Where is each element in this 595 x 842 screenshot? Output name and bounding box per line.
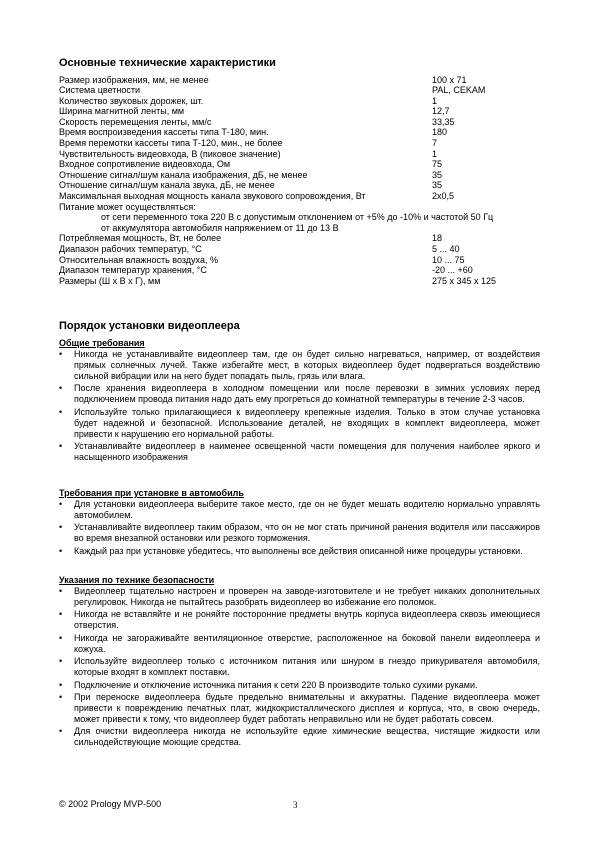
spec-row [59, 75, 539, 86]
specs-table [59, 75, 539, 287]
spec-label: Диапазон рабочих температур, °С [59, 244, 202, 254]
install-title: Порядок установки видеоплеера [59, 320, 240, 332]
list-item [59, 726, 540, 748]
general-requirements-section [59, 338, 540, 464]
spec-value: PAL, CEKAM [432, 85, 486, 96]
list-item-text: Устанавливайте видеоплеер таким образом, что он не мог стать причиной ранения водителя или пассажиров во время внезапной остановки или резкого торможения. [74, 522, 540, 544]
spec-value: 2x0,5 [432, 191, 455, 202]
spec-label: Относительная влажность воздуха, % [59, 254, 218, 265]
spec-label: Время воспроизведения кассеты типа Т-180, мин. [59, 127, 269, 138]
list-item-text: Видеоплеер тщательно настроен и проверен на заводе-изготовителе и не требует никаких дополнительных регулировок. Никогда не пытайтесь разобрать видеоплеер во избежание его поломок. [74, 586, 540, 607]
car-installation-list [59, 499, 540, 557]
spec-label: Отношение сигнал/шум канала звука, дБ, не менее [59, 180, 275, 191]
list-item-text: Для установки видеоплеера выберите такое место, где он не будет мешать водителю нормально управлять автомобилем. [74, 499, 540, 520]
spec-row [59, 265, 539, 276]
spec-value: 75 [432, 159, 443, 170]
spec-row [59, 127, 539, 138]
spec-label: Количество звуковых дорожек, шт. [59, 95, 204, 106]
list-item-text: Используйте видеоплеер только с источником питания или шнуром в гнездо прикуривателя автомобиля, которые входят в комплект поставки. [74, 656, 540, 678]
spec-label: Питание может осуществляться: [59, 201, 196, 212]
power-option: от аккумулятора автомобиля напряжением от 11 до 13 В [101, 222, 339, 233]
list-item [59, 633, 540, 655]
spec-value: 180 [432, 127, 448, 138]
page-number: 3 [293, 800, 298, 810]
bullet-icon: • [59, 609, 63, 620]
car-installation-heading: Требования при установке в автомобиль [59, 488, 244, 498]
spec-label: Скорость перемещения ленты, мм/с [59, 116, 212, 127]
bullet-icon: • [59, 522, 63, 533]
spec-value: 35 [432, 169, 443, 180]
spec-value: 18 [432, 233, 443, 244]
spec-row [59, 85, 539, 96]
list-item-text: Устанавливайте видеоплеер в наименее освещенной части помещения для получения наиболее яркого и насыщенного изображения [74, 441, 540, 462]
spec-label: Максимальная выходная мощность канала звукового сопровождения, Вт [59, 191, 366, 202]
spec-value: 35 [432, 180, 443, 191]
bullet-icon: • [59, 545, 63, 556]
list-item [59, 656, 540, 678]
list-item [59, 586, 540, 608]
spec-label: Система цветности [59, 85, 141, 96]
list-item-text: Используйте только прилагающиеся к видеоплееру крепежные изделия. Только в этом случае установка будет надежной и безопасной. Использование деталей, не входящих в комплект видеоплеера, может привести к нарушению его нормальной работы. [74, 406, 540, 439]
bullet-icon: • [59, 656, 63, 667]
spec-row [59, 96, 539, 107]
spec-label: Размер изображения, мм, не менее [59, 74, 209, 85]
bullet-icon: • [59, 632, 63, 643]
bullet-icon: • [59, 406, 63, 417]
spec-row [59, 202, 539, 213]
power-option: от сети переменного тока 220 В с допустимым отклонением от +5% до -10% и частотой 50 Гц [101, 212, 494, 223]
list-item-text: Подключение и отключение источника питания к сети 220 В производите только сухими руками. [74, 679, 478, 690]
general-requirements-heading: Общие требования [59, 338, 145, 348]
list-item [59, 441, 540, 463]
car-installation-section [59, 488, 540, 558]
list-item-text: Никогда не вставляйте и не роняйте посторонние предметы внутрь корпуса видеоплеера сквозь имеющиеся отверстия. [74, 609, 540, 631]
bullet-icon: • [59, 679, 63, 690]
list-item [59, 499, 540, 521]
spec-value: 33,35 [432, 116, 455, 127]
spec-value: 5 ... 40 [432, 244, 460, 254]
spec-value: 7 [432, 138, 438, 149]
list-item [59, 692, 540, 725]
spec-value: -20 ... +60 [432, 265, 473, 276]
spec-value: 275 x 345 x 125 [432, 275, 497, 286]
spec-label: Ширина магнитной ленты, мм [59, 106, 185, 117]
bullet-icon: • [59, 726, 63, 737]
spec-label: Потребляемая мощность, Вт, не более [59, 233, 222, 244]
list-item-text: Никогда не загораживайте вентиляционное отверстие, расположенное на боковой панели видеоплеера и кожуха. [74, 632, 540, 654]
list-item [59, 349, 540, 382]
bullet-icon: • [59, 441, 63, 452]
safety-heading: Указания по технике безопасности [59, 575, 215, 585]
spec-label: Время перемотки кассеты типа Т-120, мин., не более [59, 138, 283, 149]
spec-label: Диапазон температур хранения, °С [59, 265, 207, 276]
list-item-text: Никогда не устанавливайте видеоплеер там, где он будет сильно нагреваться, например, от воздействия прямых солнечных лучей. Также избегайте мест, в которых видеоплеер будет подвергаться воздействию сильной вибрации или на него будет попадать пыль, грязь или влага. [74, 349, 540, 381]
list-item [59, 680, 540, 691]
bullet-icon: • [59, 383, 63, 394]
bullet-icon: • [59, 586, 63, 596]
spec-row [59, 191, 539, 202]
safety-list [59, 586, 540, 748]
spec-value: 100 x 71 [432, 74, 467, 85]
general-requirements-list [59, 349, 540, 463]
list-item [59, 546, 540, 557]
spec-row [59, 244, 539, 255]
spec-row [59, 180, 539, 191]
spec-label: Размеры (Ш х В х Г), мм [59, 275, 161, 286]
spec-row [59, 149, 539, 160]
spec-row [59, 106, 539, 117]
spec-row [59, 117, 539, 128]
list-item-text: При переноске видеоплеера будьте предельно внимательны и аккуратны. Падение видеоплеера может привести к повреждению печатных плат, жидкокристаллического дисплея и корпуса, что, в свою очередь, может привести к тому, что видеоплеер будет работать неправильно или не будет работать совсем. [74, 692, 540, 724]
specs-title: Основные технические характеристики [59, 57, 276, 69]
spec-row [59, 233, 539, 244]
list-item [59, 609, 540, 631]
bullet-icon: • [59, 499, 63, 509]
spec-value: 12,7 [432, 106, 450, 117]
spec-label: Чувствительность видеовхода, В (пиковое значение) [59, 148, 281, 159]
spec-row [59, 255, 539, 266]
list-item [59, 383, 540, 405]
spec-label: Входное сопротивление видеовхода, Ом [59, 159, 231, 170]
spec-value: 1 [432, 148, 438, 159]
spec-row [59, 138, 539, 149]
spec-row [59, 170, 539, 181]
spec-value: 10 ... 75 [432, 254, 465, 265]
bullet-icon: • [59, 692, 63, 703]
list-item-text: После хранения видеоплеера в холодном помещении или после перевозки в зимних условиях перед подключением провода питания надо дать ему прогреться до комнатной температуры в течение 2-3 часов. [74, 383, 540, 405]
spec-value: 1 [432, 95, 438, 106]
list-item [59, 522, 540, 544]
spec-row [59, 276, 539, 287]
bullet-icon: • [59, 349, 63, 359]
spec-row [59, 159, 539, 170]
list-item-text: Для очистки видеоплеера никогда не используйте едкие химические вещества, чистящие жидкости или сильнодействующие моющие средства. [74, 726, 540, 748]
safety-section [59, 575, 540, 750]
list-item [59, 407, 540, 440]
spec-label: Отношение сигнал/шум канала изображения, дБ, не менее [59, 169, 308, 180]
list-item-text: Каждый раз при установке убедитесь, что выполнены все действия описанной ниже процедуры установки. [74, 545, 523, 556]
footer-copyright: © 2002 Prology MVP-500 [59, 799, 162, 809]
